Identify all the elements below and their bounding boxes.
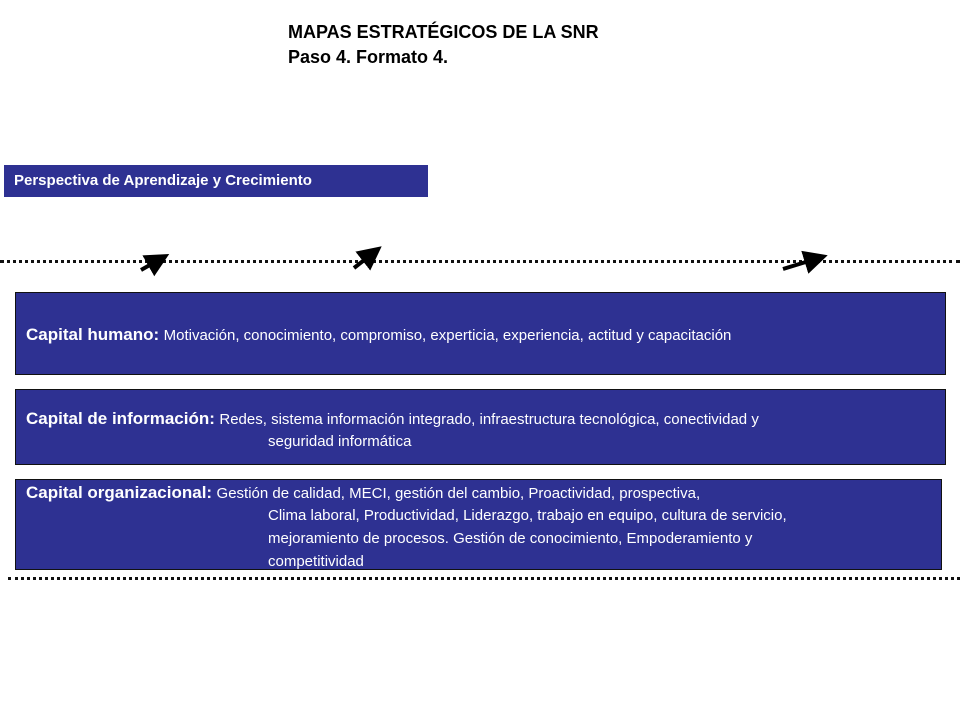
capital-organizacional-text-4: competitividad (268, 553, 364, 570)
capital-organizacional-text-2: Clima laboral, Productividad, Liderazgo, trabajo en equipo, cultura de servicio, (268, 507, 787, 524)
capital-informacion-text-2: seguridad informática (268, 433, 412, 450)
capital-humano-box (15, 292, 946, 375)
title-line-1: MAPAS ESTRATÉGICOS DE LA SNR (288, 22, 599, 42)
capital-organizacional-box (15, 479, 942, 570)
capital-organizacional-text-1: Gestión de calidad, MECI, gestión del cambio, Proactividad, prospectiva, (216, 485, 701, 502)
capital-informacion-text-1: Redes, sistema información integrado, infraestructura tecnológica, conectividad y (219, 411, 759, 428)
capital-organizacional-text-3: mejoramiento de procesos. Gestión de conocimiento, Empoderamiento y (268, 530, 753, 547)
dotted-divider-top (0, 260, 960, 263)
page-title (288, 20, 599, 70)
capital-informacion-box (15, 389, 946, 465)
arrow-2 (354, 250, 377, 268)
capital-informacion-label: Capital de información: (26, 409, 215, 428)
capital-humano-label: Capital humano: (26, 325, 160, 344)
arrow-1 (141, 257, 164, 270)
capital-humano-text: Motivación, conocimiento, compromiso, experticia, experiencia, actitud y capacitación (163, 327, 732, 344)
title-line-2: Paso 4. Formato 4. (288, 47, 449, 67)
arrow-3 (783, 257, 822, 269)
capital-organizacional-label: Capital organizacional: (26, 483, 213, 502)
perspective-label: Perspectiva de Aprendizaje y Crecimiento (4, 165, 428, 197)
dotted-divider-bottom (8, 577, 960, 580)
